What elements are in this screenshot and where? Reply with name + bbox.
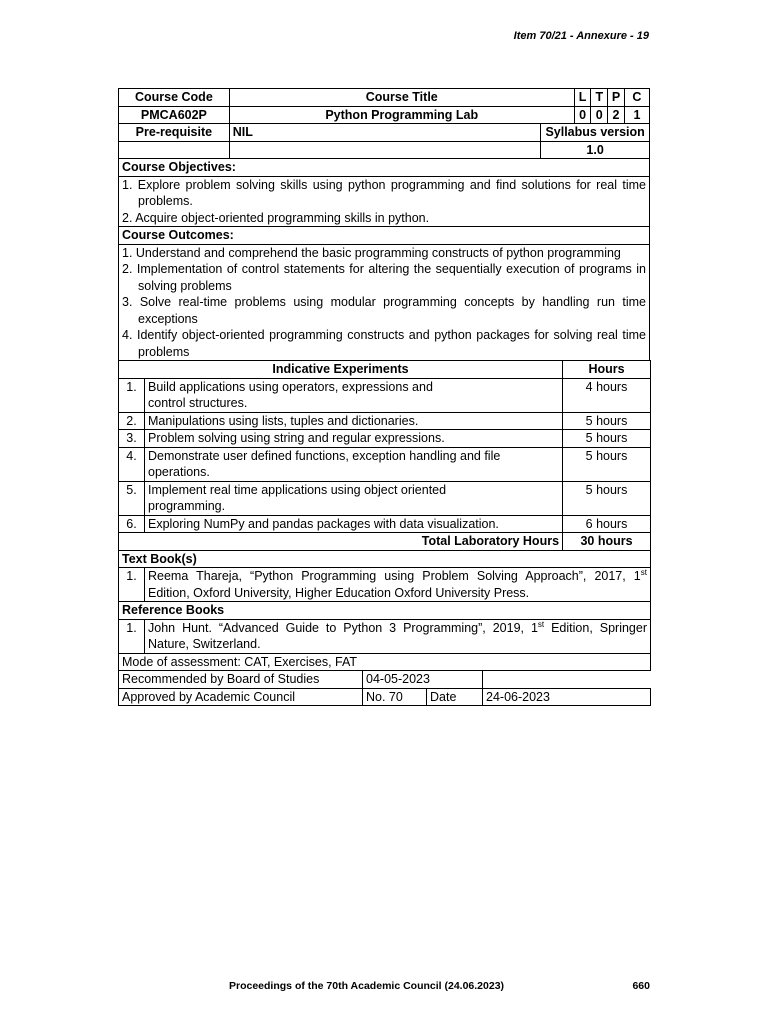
experiment-hours: 5 hours: [563, 447, 651, 481]
course-code: PMCA602P: [119, 106, 230, 124]
reference-entry: John Hunt. “Advanced Guide to Python 3 Programming”, 2019, 1st Edition, Springer Nature, Switzerland.: [145, 619, 651, 653]
outcomes-list: [119, 244, 650, 361]
textbook-row: [119, 568, 651, 602]
experiments-heading: Indicative Experiments: [119, 361, 563, 379]
prerequisite-label: Pre-requisite: [119, 124, 230, 142]
experiments-table: [118, 360, 651, 551]
ltpc-value-l: 0: [574, 106, 591, 124]
outcomes-heading: Course Outcomes:: [119, 227, 650, 245]
objectives-outcomes-table: [118, 158, 650, 361]
experiment-number: 4.: [119, 447, 145, 481]
outcome-item: 1. Understand and comprehend the basic programming constructs of python programming: [122, 245, 621, 260]
prerequisite-value: NIL: [229, 124, 540, 142]
reference-number: 1.: [119, 619, 145, 653]
experiment-text: Demonstrate user defined functions, exception handling and file operations.: [145, 447, 563, 481]
objectives-heading: Course Objectives:: [119, 159, 650, 177]
experiment-hours: 5 hours: [563, 481, 651, 515]
experiment-row: [119, 378, 651, 412]
syllabus-version-label: Syllabus version: [541, 124, 650, 142]
council-date: 24-06-2023: [483, 688, 651, 706]
total-hours-value: 30 hours: [563, 533, 651, 551]
experiment-hours: 5 hours: [563, 430, 651, 448]
outcome-item: 3. Solve real-time problems using modular programming concepts by handling run time exceptions: [122, 295, 646, 326]
assessment-mode: Mode of assessment: CAT, Exercises, FAT: [119, 653, 651, 671]
ltpc-label-p: P: [608, 89, 625, 107]
empty-cell: [483, 671, 651, 689]
experiment-text: Exploring NumPy and pandas packages with data visualization.: [145, 515, 563, 533]
textbooks-heading: Text Book(s): [119, 550, 651, 568]
ltpc-value-t: 0: [591, 106, 608, 124]
experiment-hours: 4 hours: [563, 378, 651, 412]
experiment-hours: 5 hours: [563, 412, 651, 430]
empty-cell: [119, 141, 230, 159]
experiment-row: [119, 430, 651, 448]
ltpc-value-p: 2: [608, 106, 625, 124]
experiment-number: 6.: [119, 515, 145, 533]
books-table: [118, 550, 651, 654]
approval-table: [118, 653, 651, 707]
course-title-label: Course Title: [229, 89, 574, 107]
reference-row: [119, 619, 651, 653]
ltpc-label-t: T: [591, 89, 608, 107]
syllabus-document: [118, 88, 650, 706]
experiment-row: [119, 447, 651, 481]
experiment-number: 5.: [119, 481, 145, 515]
board-date: 04-05-2023: [363, 671, 483, 689]
council-date-label: Date: [427, 688, 483, 706]
experiment-number: 2.: [119, 412, 145, 430]
total-hours-label: Total Laboratory Hours: [119, 533, 563, 551]
course-title: Python Programming Lab: [229, 106, 574, 124]
page-number: 660: [632, 980, 650, 992]
outcome-item: 4. Identify object-oriented programming constructs and python packages for solving real time problems: [122, 328, 646, 359]
references-heading: Reference Books: [119, 602, 651, 620]
experiment-row: [119, 515, 651, 533]
experiment-text: Implement real time applications using object oriented programming.: [145, 481, 563, 515]
annexure-header: Item 70/21 - Annexure - 19: [513, 30, 649, 42]
objective-item: 2. Acquire object-oriented programming skills in python.: [122, 210, 430, 225]
hours-heading: Hours: [563, 361, 651, 379]
syllabus-version-value: 1.0: [541, 141, 650, 159]
experiment-number: 1.: [119, 378, 145, 412]
outcome-item: 2. Implementation of control statements for altering the sequentially execution of programs in solving problems: [122, 262, 646, 293]
experiment-text: Problem solving using string and regular expressions.: [145, 430, 563, 448]
ltpc-label-c: C: [624, 89, 649, 107]
board-label: Recommended by Board of Studies: [119, 671, 363, 689]
experiment-row: [119, 481, 651, 515]
experiment-row: [119, 412, 651, 430]
empty-cell: [229, 141, 540, 159]
ltpc-label-l: L: [574, 89, 591, 107]
objective-item: 1. Explore problem solving skills using python programming and find solutions for real time problems.: [122, 177, 646, 208]
textbook-number: 1.: [119, 568, 145, 602]
council-number: No. 70: [363, 688, 427, 706]
footer-text: Proceedings of the 70th Academic Council (24.06.2023): [229, 980, 505, 992]
council-label: Approved by Academic Council: [119, 688, 363, 706]
course-code-label: Course Code: [119, 89, 230, 107]
objectives-list: [119, 176, 650, 227]
ltpc-value-c: 1: [624, 106, 649, 124]
textbook-entry: Reema Thareja, “Python Programming using Problem Solving Approach”, 2017, 1st Edition, Oxford University, Higher Education Oxford University Press.: [145, 568, 651, 602]
experiment-number: 3.: [119, 430, 145, 448]
experiment-hours: 6 hours: [563, 515, 651, 533]
course-header-table: [118, 88, 650, 159]
experiment-text: Build applications using operators, expressions and control structures.: [145, 378, 563, 412]
experiment-text: Manipulations using lists, tuples and dictionaries.: [145, 412, 563, 430]
